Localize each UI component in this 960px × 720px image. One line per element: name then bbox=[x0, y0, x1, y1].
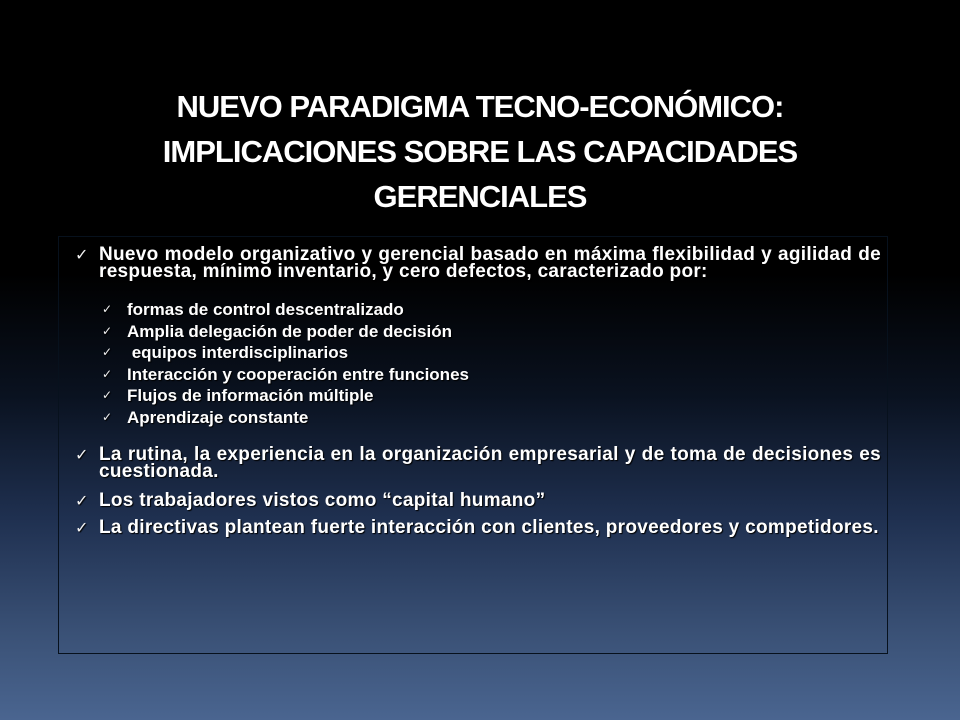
sub-bullet-item bbox=[99, 385, 881, 407]
title-line-1: NUEVO PARADIGMA TECNO-ECONÓMICO: bbox=[176, 89, 784, 124]
slide-title bbox=[60, 84, 900, 219]
bullet-text: Nuevo modelo organizativo y gerencial basado en máxima flexibilidad y agilidad de respuesta, mínimo inventario, y cero defectos, caracterizado por: bbox=[99, 244, 881, 282]
bullet-item bbox=[75, 492, 881, 509]
title-line-3: GERENCIALES bbox=[373, 179, 587, 214]
bullet-list bbox=[75, 246, 881, 536]
sub-bullet-item bbox=[99, 299, 881, 321]
check-icon: ✓ bbox=[102, 345, 113, 359]
check-icon: ✓ bbox=[75, 445, 89, 464]
bullet-item bbox=[75, 519, 881, 536]
sub-bullet-item bbox=[99, 364, 881, 386]
sub-bullet-text: formas de control descentralizado bbox=[127, 300, 404, 319]
sub-bullet-item bbox=[99, 342, 881, 364]
content-box bbox=[58, 236, 888, 654]
check-icon: ✓ bbox=[75, 518, 89, 537]
check-icon: ✓ bbox=[102, 409, 113, 424]
sub-bullet-text: Aprendizaje constante bbox=[127, 407, 309, 427]
bullet-text: La directivas plantean fuerte interacción con clientes, proveedores y competidores. bbox=[99, 517, 879, 538]
sub-bullet-text: Interacción y cooperación entre funciones bbox=[127, 364, 469, 384]
title-line-2: IMPLICACIONES SOBRE LAS CAPACIDADES bbox=[162, 134, 798, 169]
check-icon: ✓ bbox=[102, 388, 113, 402]
bullet-item bbox=[75, 246, 881, 428]
sub-bullet-text: equipos interdisciplinarios bbox=[127, 343, 349, 362]
check-icon: ✓ bbox=[102, 366, 113, 381]
sub-bullet-item bbox=[99, 321, 881, 343]
sub-bullet-item bbox=[99, 407, 881, 429]
bullet-text: Los trabajadores vistos como “capital humano” bbox=[99, 490, 546, 511]
bullet-item bbox=[75, 446, 881, 480]
check-icon: ✓ bbox=[102, 323, 113, 338]
check-icon: ✓ bbox=[75, 491, 89, 510]
check-icon: ✓ bbox=[75, 245, 89, 264]
sub-bullet-text: Amplia delegación de poder de decisión bbox=[127, 321, 452, 341]
check-icon: ✓ bbox=[102, 302, 113, 316]
sub-bullet-text: Flujos de información múltiple bbox=[127, 386, 374, 405]
sub-bullet-list bbox=[99, 299, 881, 428]
bullet-text: La rutina, la experiencia en la organización empresarial y de toma de decisiones es cuestionada. bbox=[99, 444, 881, 482]
